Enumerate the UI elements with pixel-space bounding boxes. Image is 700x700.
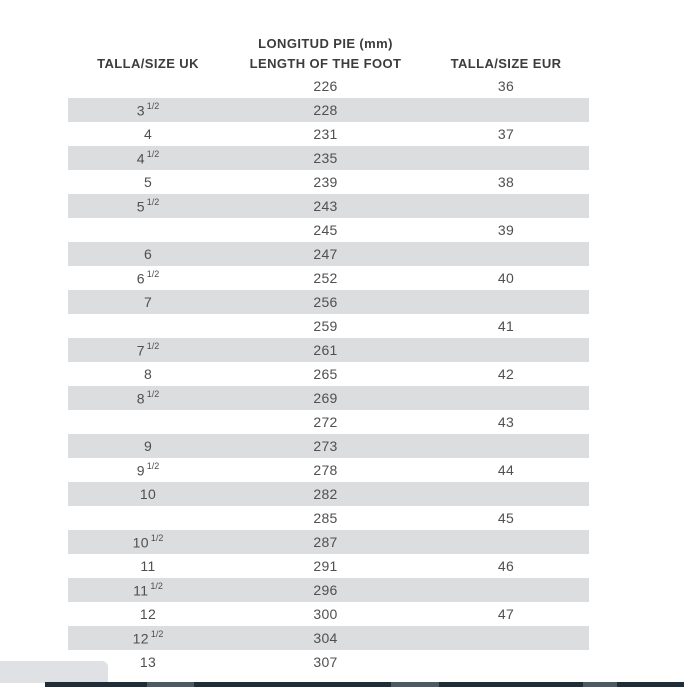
table-row bbox=[68, 554, 589, 578]
table-row bbox=[68, 650, 589, 674]
uk-size-cell: 13 bbox=[139, 654, 157, 670]
foot-length-cell: 261 bbox=[313, 342, 338, 358]
uk-size-cell: 9 $^{1/2}$ bbox=[136, 460, 160, 479]
half-fraction: 1/2 bbox=[146, 340, 160, 351]
foot-length-cell: 235 bbox=[313, 150, 338, 166]
uk-size-cell: 3 $^{1/2}$ bbox=[136, 100, 160, 119]
uk-size-cell: 10 bbox=[139, 486, 157, 502]
table-header-line-2 bbox=[68, 53, 589, 73]
table-row bbox=[68, 290, 589, 314]
table-row bbox=[68, 482, 589, 506]
foot-length-cell: 287 bbox=[313, 534, 338, 550]
eur-size-cell: 46 bbox=[497, 558, 515, 574]
foot-length-cell: 282 bbox=[313, 486, 338, 502]
foot-length-cell: 272 bbox=[313, 414, 338, 430]
size-table-body bbox=[68, 74, 589, 674]
header-foot-length-line2: LENGTH OF THE FOOT bbox=[249, 55, 402, 71]
uk-size-cell: 8 bbox=[143, 366, 153, 382]
bottom-divider-bar bbox=[45, 682, 684, 687]
table-row bbox=[68, 626, 589, 650]
table-row bbox=[68, 314, 589, 338]
table-row bbox=[68, 458, 589, 482]
eur-size-cell: 43 bbox=[497, 414, 515, 430]
uk-size-cell: 5 bbox=[143, 174, 153, 190]
table-row bbox=[68, 98, 589, 122]
uk-size-cell: 10 $^{1/2}$ bbox=[132, 532, 164, 551]
foot-length-cell: 226 bbox=[313, 78, 338, 94]
uk-size-cell: 11 $^{1/2}$ bbox=[133, 580, 163, 599]
table-row bbox=[68, 218, 589, 242]
table-row bbox=[68, 266, 589, 290]
uk-size-cell: 12 $^{1/2}$ bbox=[132, 628, 164, 647]
table-row bbox=[68, 386, 589, 410]
foot-length-cell: 228 bbox=[313, 102, 338, 118]
foot-length-cell: 245 bbox=[313, 222, 338, 238]
foot-length-cell: 239 bbox=[313, 174, 338, 190]
foot-length-cell: 265 bbox=[313, 366, 338, 382]
size-chart-table bbox=[68, 33, 589, 674]
foot-length-cell: 307 bbox=[313, 654, 338, 670]
uk-size-cell: 4 bbox=[143, 126, 153, 142]
foot-length-cell: 243 bbox=[313, 198, 338, 214]
uk-size-cell: 6 bbox=[143, 246, 153, 262]
uk-size-cell: 11 bbox=[140, 558, 156, 574]
uk-size-cell: 12 bbox=[139, 606, 157, 622]
half-fraction: 1/2 bbox=[146, 268, 160, 279]
eur-size-cell: 39 bbox=[497, 222, 515, 238]
uk-size-cell: 8 $^{1/2}$ bbox=[136, 388, 160, 407]
uk-size-cell: 7 bbox=[143, 294, 153, 310]
foot-length-cell: 291 bbox=[313, 558, 338, 574]
table-row bbox=[68, 242, 589, 266]
uk-size-cell: 9 bbox=[143, 438, 153, 454]
half-fraction: 1/2 bbox=[146, 148, 160, 159]
uk-size-cell: 6 $^{1/2}$ bbox=[136, 268, 160, 287]
foot-length-cell: 296 bbox=[313, 582, 338, 598]
foot-length-cell: 231 bbox=[313, 126, 338, 142]
bottom-left-widget-tab[interactable] bbox=[0, 661, 108, 683]
table-row bbox=[68, 434, 589, 458]
foot-length-cell: 304 bbox=[313, 630, 338, 646]
header-size-uk: TALLA/SIZE UK bbox=[97, 55, 199, 71]
half-fraction: 1/2 bbox=[146, 388, 160, 399]
table-row bbox=[68, 362, 589, 386]
half-fraction: 1/2 bbox=[150, 532, 164, 543]
table-row bbox=[68, 170, 589, 194]
uk-size-cell: 4 $^{1/2}$ bbox=[136, 148, 160, 167]
foot-length-cell: 259 bbox=[313, 318, 338, 334]
table-row bbox=[68, 578, 589, 602]
eur-size-cell: 44 bbox=[497, 462, 515, 478]
eur-size-cell: 36 bbox=[497, 78, 515, 94]
eur-size-cell: 38 bbox=[497, 174, 515, 190]
half-fraction: 1/2 bbox=[146, 460, 160, 471]
table-row bbox=[68, 338, 589, 362]
table-row bbox=[68, 146, 589, 170]
foot-length-cell: 278 bbox=[313, 462, 338, 478]
foot-length-cell: 285 bbox=[313, 510, 338, 526]
eur-size-cell: 45 bbox=[497, 510, 515, 526]
foot-length-cell: 269 bbox=[313, 390, 338, 406]
header-size-eur: TALLA/SIZE EUR bbox=[450, 55, 562, 71]
uk-size-cell: 5 $^{1/2}$ bbox=[136, 196, 160, 215]
table-row bbox=[68, 602, 589, 626]
half-fraction: 1/2 bbox=[150, 580, 163, 591]
table-header-line-1 bbox=[68, 33, 589, 53]
half-fraction: 1/2 bbox=[146, 100, 160, 111]
foot-length-cell: 247 bbox=[313, 246, 338, 262]
eur-size-cell: 40 bbox=[497, 270, 515, 286]
bar-segment bbox=[583, 682, 617, 687]
eur-size-cell: 42 bbox=[497, 366, 515, 382]
table-row bbox=[68, 506, 589, 530]
table-row bbox=[68, 122, 589, 146]
uk-size-cell: 7 $^{1/2}$ bbox=[136, 340, 160, 359]
half-fraction: 1/2 bbox=[146, 196, 160, 207]
eur-size-cell: 47 bbox=[497, 606, 515, 622]
table-row bbox=[68, 194, 589, 218]
table-row bbox=[68, 410, 589, 434]
bar-segment bbox=[147, 682, 194, 687]
eur-size-cell: 37 bbox=[497, 126, 515, 142]
table-row bbox=[68, 530, 589, 554]
foot-length-cell: 300 bbox=[313, 606, 338, 622]
table-row bbox=[68, 74, 589, 98]
half-fraction: 1/2 bbox=[150, 628, 164, 639]
bar-segment bbox=[391, 682, 439, 687]
foot-length-cell: 252 bbox=[313, 270, 338, 286]
foot-length-cell: 256 bbox=[313, 294, 338, 310]
foot-length-cell: 273 bbox=[313, 438, 338, 454]
eur-size-cell: 41 bbox=[497, 318, 515, 334]
header-foot-length-line1: LONGITUD PIE (mm) bbox=[258, 35, 393, 51]
